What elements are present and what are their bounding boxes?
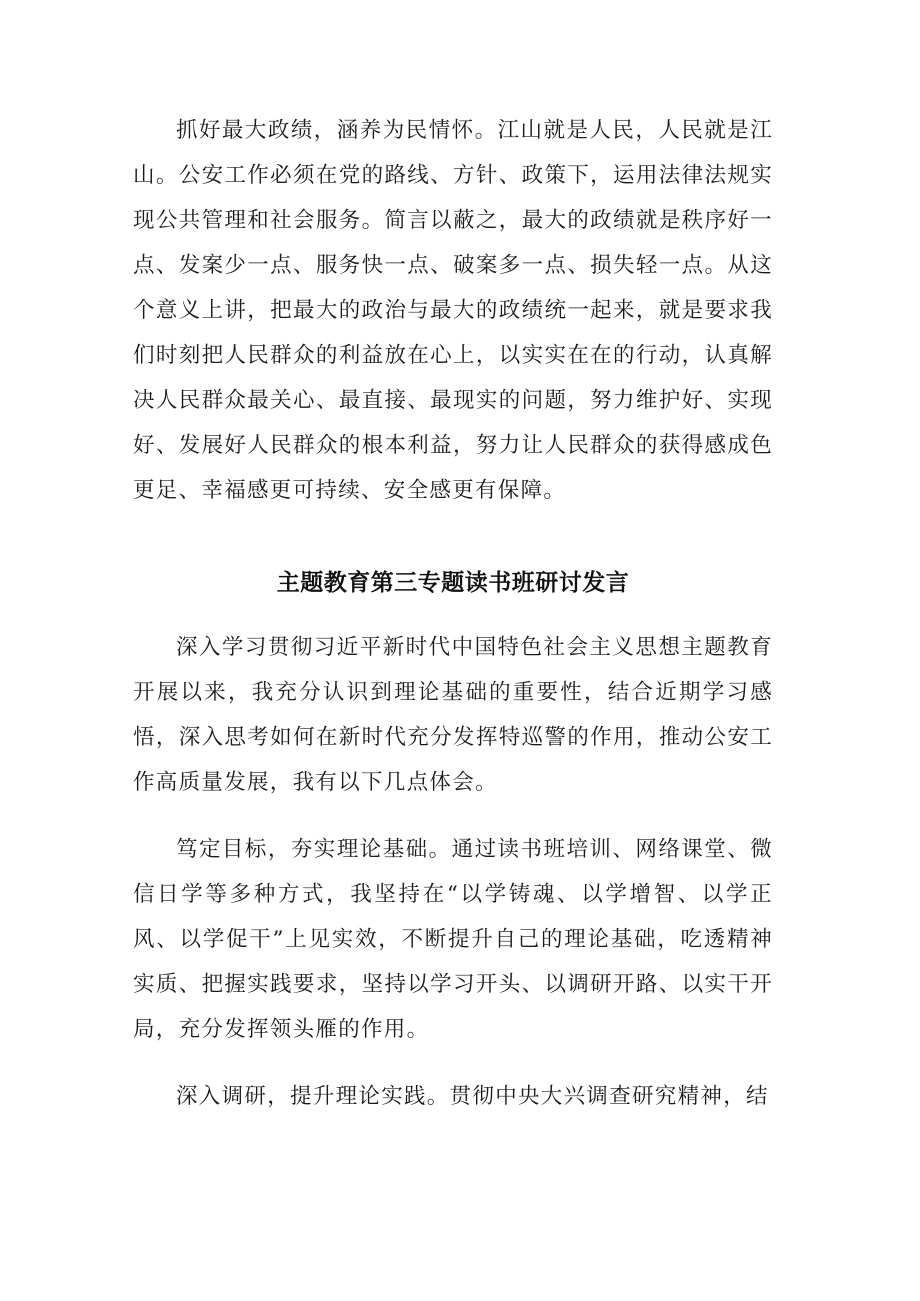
paragraph-3: 笃定目标，夯实理论基础。通过读书班培训、网络课堂、微信日学等多种方式，我坚持在“以学铸魂、以学增智、以学正风、以学促干”上见实效，不断提升自己的理论基础，吃透精神实质、把握实践要求，坚持以学习开头、以调研开路、以实干开局，充分发挥领头雁的作用。 — [133, 837, 773, 1042]
document-body — [133, 108, 773, 1119]
paragraph-2: 深入学习贯彻习近平新时代中国特色社会主义思想主题教育开展以来，我充分认识到理论基础的重要性，结合近期学习感悟，深入思考如何在新时代充分发挥特巡警的作用，推动公安工作高质量发展，我有以下几点体会。 — [133, 635, 773, 795]
section-heading: 主题教育第三专题读书班研讨发言 — [276, 570, 630, 596]
paragraph-4: 深入调研，提升理论实践。贯彻中央大兴调查研究精神，结 — [176, 1084, 769, 1109]
paragraph-1: 抓好最大政绩，涵养为民情怀。江山就是人民，人民就是江山。公安工作必须在党的路线、方针、政策下，运用法律法规实现公共管理和社会服务。简言以蔽之，最大的政绩就是秩序好一点、发案少一点、服务快一点、破案多一点、损失轻一点。从这个意义上讲，把最大的政治与最大的政绩统一起来，就是要求我们时刻把人民群众的利益放在心上，以实实在在的行动，认真解决人民群众最关心、最直接、最现实的问题，努力维护好、实现好、发展好人民群众的根本利益，努力让人民群众的获得感成色更足、幸福感更可持续、安全感更有保障。 — [133, 118, 773, 503]
